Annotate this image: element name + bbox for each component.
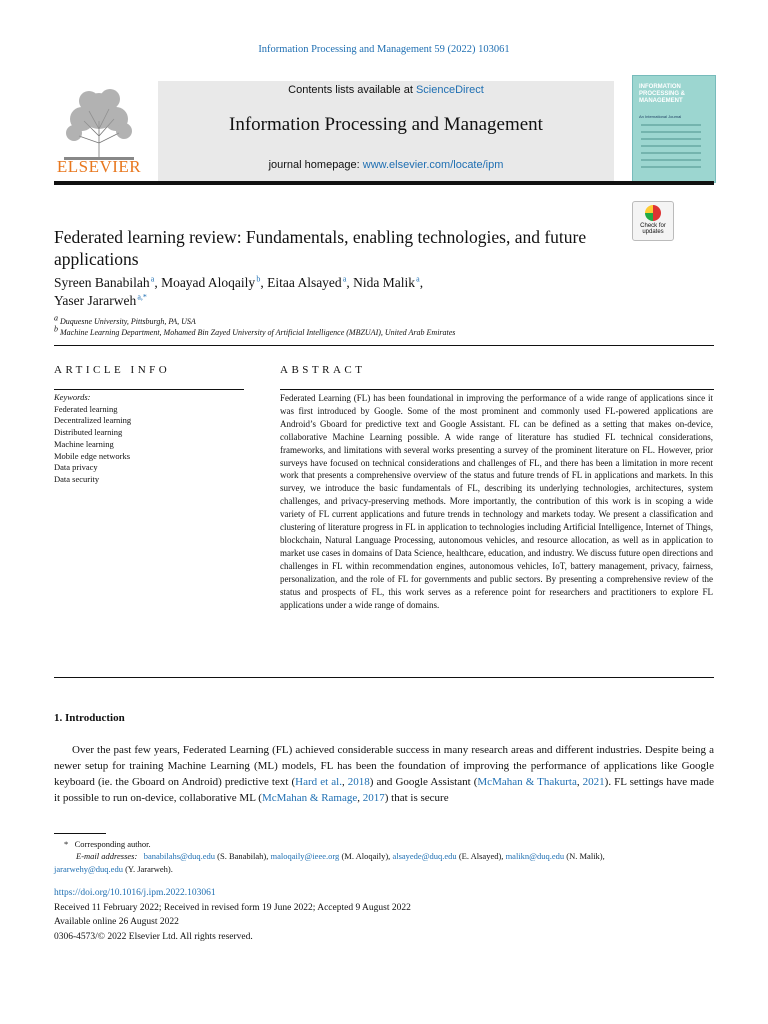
intro-text-run: ). FL settings have made it possible to run on-device, collaborative ML (: [54, 776, 714, 804]
author-affil-mark[interactable]: a: [150, 274, 155, 284]
footnote-rule: [54, 833, 106, 834]
author-affil-mark[interactable]: a: [342, 274, 347, 284]
contents-line: [158, 84, 614, 96]
keyword-item: Data privacy: [54, 462, 98, 473]
citation-year-link[interactable]: 2021: [582, 776, 605, 788]
email-label: E-mail addresses:: [76, 851, 138, 862]
email-link[interactable]: jararwehy@duq.edu: [54, 863, 123, 874]
cover-decoration: [641, 124, 701, 173]
keyword-item: Data security: [54, 473, 100, 484]
email-addresses: [54, 850, 714, 862]
crossmark-icon: [645, 205, 661, 221]
journal-cover-image[interactable]: [632, 75, 716, 183]
affiliation-b: [54, 324, 456, 337]
email-owner: (S. Banabilah),: [217, 851, 269, 862]
author-name[interactable]: Yaser Jararweh: [54, 293, 137, 308]
keyword-item: Machine learning: [54, 438, 114, 449]
sciencedirect-link[interactable]: ScienceDirect: [415, 84, 484, 96]
author-name[interactable]: Eitaa Alsayed: [267, 275, 342, 290]
keywords-title: Keywords:: [54, 392, 91, 402]
affil-text: Machine Learning Department, Mohamed Bin Zayed University of Artificial Intelligence (MBZUAI), United Arab Emirates: [60, 328, 456, 337]
author-affil-mark[interactable]: a,*: [137, 292, 147, 302]
introduction-paragraph: Over the past few years, Federated Learning (FL) achieved considerable success in many research areas and different industries. Despite being a newer setup for training Machine Learning (ML) models, FL has been the foundation of improving the performance of applications like Google keyboard (ie. the Gboard on Android) predictive text (Hard et al., 2018) and Google Assistant (McMahan & Thakurta, 2021). FL settings have made it possible to run on-device, collaborative ML (McMahan & Ramage, 2017) that is secure: [54, 744, 714, 804]
email-continued: [54, 863, 714, 875]
divider: [54, 677, 714, 678]
divider: [54, 389, 244, 390]
citation-year-link[interactable]: 2018: [347, 776, 370, 788]
section-heading-introduction: 1. Introduction: [54, 712, 125, 724]
author-affil-mark[interactable]: a: [416, 274, 420, 284]
author-name[interactable]: Syreen Banabilah: [54, 275, 150, 290]
keyword-item: Distributed learning: [54, 427, 123, 438]
email-owner: (Y. Jararweh).: [125, 863, 173, 874]
intro-text-run: Over the past few years, Federated Learning (FL) achieved considerable success in many research areas and different industries. Despite being a newer setup for training Machine Learning (ML) models, FL has been the foundation of improving the performance of applications like Google keyboard (ie. the Gboard on Android) predictive text (: [54, 744, 714, 788]
available-online: Available online 26 August 2022: [54, 917, 179, 928]
citation-link[interactable]: Hard et al.: [295, 776, 342, 788]
homepage-line: [158, 159, 614, 171]
intro-text-run: ) and Google Assistant (: [369, 776, 478, 788]
email-owner: (N. Malik),: [566, 851, 605, 862]
keyword-item: Decentralized learning: [54, 415, 132, 426]
citation-link[interactable]: McMahan & Ramage: [261, 792, 358, 804]
journal-header: [54, 75, 714, 185]
affil-text: Duquesne University, Pittsburgh, PA, USA: [60, 317, 196, 326]
email-owner: (M. Aloqaily),: [341, 851, 391, 862]
author-name[interactable]: Nida Malik: [353, 275, 416, 290]
intro-text-run: ) that is secure: [384, 792, 449, 804]
abstract-heading: ABSTRACT: [280, 364, 366, 376]
cover-title: INFORMATION PROCESSING & MANAGEMENT: [639, 84, 686, 104]
received-dates: Received 11 February 2022; Received in revised form 19 June 2022; Accepted 9 August 2022: [54, 902, 411, 913]
footnotes: [54, 838, 714, 875]
publication-info: [54, 886, 714, 945]
affiliation-a: [54, 313, 196, 326]
article-info-heading: ARTICLE INFO: [54, 364, 171, 376]
journal-title: Information Processing and Management: [229, 114, 543, 135]
corresponding-author-note: [54, 838, 714, 850]
author-list: Syreen Banabilah $^a$, Moayad Aloqaily $^b$, Eitaa Alsayed $^a$, Nida Malik $^a$, Yaser Jararweh $^{a,*}$: [54, 274, 424, 308]
email-link[interactable]: maloqaily@ieee.org: [270, 851, 340, 862]
author-affil-mark[interactable]: b: [256, 274, 261, 284]
journal-reference-link[interactable]: Information Processing and Management 59 (2022) 103061: [258, 44, 510, 55]
keywords-list: [54, 392, 244, 486]
email-link[interactable]: malikn@duq.edu: [505, 851, 565, 862]
journal-header-band: [158, 81, 614, 181]
email-link[interactable]: banabilahs@duq.edu: [143, 851, 216, 862]
email-link[interactable]: alsayede@duq.edu: [392, 851, 457, 862]
citation-link[interactable]: McMahan & Thakurta: [477, 776, 577, 788]
keyword-item: Mobile edge networks: [54, 450, 131, 461]
corresponding-text: Corresponding author.: [74, 839, 151, 849]
homepage-link[interactable]: www.elsevier.com/locate/ipm: [362, 159, 504, 171]
homepage-prefix: journal homepage:: [268, 159, 363, 171]
author-name[interactable]: Moayad Aloqaily: [161, 275, 256, 290]
check-updates-label: Check for updates: [640, 223, 666, 235]
copyright: 0306-4573/© 2022 Elsevier Ltd. All rights reserved.: [54, 932, 253, 943]
paper-title: Federated learning review: Fundamentals, enabling technologies, and future applications: [54, 227, 587, 269]
check-for-updates-button[interactable]: [632, 201, 674, 241]
email-owner: (E. Alsayed),: [458, 851, 504, 862]
corresponding-mark: *: [64, 839, 69, 849]
divider: [54, 345, 714, 346]
keyword-item: Federated learning: [54, 403, 118, 414]
divider: [280, 389, 714, 390]
cover-subtitle: An International Journal: [639, 114, 682, 119]
contents-prefix: Contents lists available at: [288, 84, 416, 96]
abstract-text: Federated Learning (FL) has been foundational in improving the performance of a wide range of applications since it was first introduced by Google. Some of the most prominent and commonly used FL-powered applications are Android’s Gboard for predictive text and Google Assistant. FL can be defined as a setting that makes on-device, collaborative Machine Learning possible. A wide range of literature has studied FL technical considerations, frameworks, and limitations with several works presenting a survey of the prominent literature on FL. However, prior surveys have focused on technical considerations and challenges of FL, and there has been a limitation in more recent work that presents a comprehensive overview of the status and future trends of FL in applications and markets. In this survey, we introduce the basic fundamentals of FL, describing its underlying technologies, architectures, system challenges, and privacy-preserving methods. More importantly, the contribution of this work is in scoping a wide variety of FL current applications and future trends in technology and markets today. We present a classification and clustering of literature progress in FL in application to technologies including Artificial Intelligence, Internet of Things, blockchain, Natural Language Processing, autonomous vehicles, and resource allocation, as well as in application to market use cases in domains of Data Science, healthcare, education, and industry. We discuss future open directions and challenges in FL within recommendation engines, autonomous vehicles, IoT, battery management, privacy, fairness, personalization, and the role of FL for governments and public sectors. By presenting a comprehensive review of the status and prospects of FL, this work serves as a reference point for researchers and practitioners to explore FL applications under a wide range of domains.: [280, 393, 713, 610]
header-rule: [54, 181, 714, 185]
affil-mark: b: [54, 324, 58, 334]
citation-year-link[interactable]: 2017: [362, 792, 385, 804]
doi-link[interactable]: https://doi.org/10.1016/j.ipm.2022.103061: [54, 888, 216, 898]
elsevier-wordmark: ELSEVIER: [56, 157, 142, 176]
affil-mark: a: [54, 313, 58, 323]
